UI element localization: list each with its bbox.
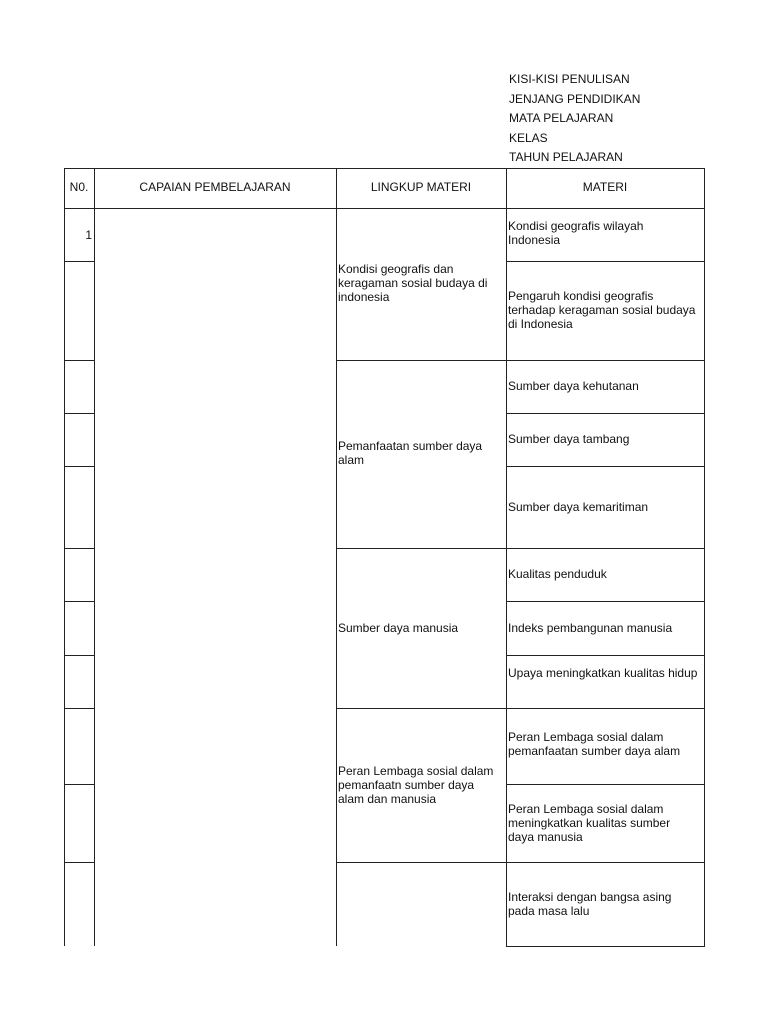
table-grid-line xyxy=(336,708,507,709)
table-grid-line xyxy=(336,862,507,863)
table-grid-line xyxy=(506,601,705,602)
table-grid-line xyxy=(704,168,705,946)
scope-cell-human-resources: Sumber daya manusia xyxy=(338,621,459,635)
table-grid-line xyxy=(506,261,705,262)
table-grid-line xyxy=(64,862,95,863)
table-grid-line xyxy=(506,946,705,947)
table-grid-line xyxy=(64,601,95,602)
table-grid-line xyxy=(64,261,95,262)
table-grid-line xyxy=(64,168,705,169)
scope-cell-social-institutions: Peran Lembaga sosial dalam pemanfaatn sumber daya alam dan manusia xyxy=(338,764,494,806)
table-grid-line xyxy=(64,708,95,709)
table-grid-line xyxy=(64,168,65,946)
table-grid-line xyxy=(64,413,95,414)
header-line-subject: MATA PELAJARAN xyxy=(509,111,614,125)
table-grid-line xyxy=(506,655,705,656)
document-header xyxy=(509,70,640,168)
table-grid-line xyxy=(336,168,337,946)
header-line-year: TAHUN PELAJARAN xyxy=(509,150,623,164)
column-header-lingkup: LINGKUP MATERI xyxy=(370,180,472,194)
table-grid-line xyxy=(64,466,95,467)
materi-cell: Kualitas penduduk xyxy=(508,567,607,581)
column-header-capaian: CAPAIAN PEMBELAJARAN xyxy=(139,180,291,194)
table-grid-line xyxy=(64,360,95,361)
materi-cell: Interaksi dengan bangsa asing pada masa lalu xyxy=(508,890,672,918)
materi-cell: Indeks pembangunan manusia xyxy=(508,621,673,635)
materi-cell: Kondisi geografis wilayah Indonesia xyxy=(508,219,644,247)
table-grid-line xyxy=(506,413,705,414)
table-grid-line xyxy=(506,168,507,946)
header-line-level: JENJANG PENDIDIKAN xyxy=(509,91,641,106)
materi-cell: Upaya meningkatkan kualitas hidup xyxy=(508,666,698,680)
header-line-title: KISI-KISI PENULISAN xyxy=(509,72,630,86)
materi-cell: Sumber daya kemaritiman xyxy=(508,500,649,514)
column-header-no: N0. xyxy=(69,180,89,194)
table-grid-line xyxy=(506,708,705,709)
table-grid-line xyxy=(506,466,705,467)
column-header-materi: MATERI xyxy=(582,180,628,194)
table-grid-line xyxy=(506,862,705,863)
table-grid-line xyxy=(506,360,705,361)
materi-cell: Peran Lembaga sosial dalam meningkatkan kualitas sumber daya manusia xyxy=(508,802,671,844)
table-grid-line xyxy=(506,548,705,549)
table-grid-line xyxy=(64,548,95,549)
row-number: 1 xyxy=(85,228,92,242)
table-grid-line xyxy=(64,655,95,656)
table-grid-line xyxy=(64,208,705,209)
table-grid-line xyxy=(94,168,95,946)
table-grid-line xyxy=(336,360,507,361)
scope-cell-natural-resources: Pemanfaatan sumber daya alam xyxy=(338,439,483,467)
materi-cell: Peran Lembaga sosial dalam pemanfaatan sumber daya alam xyxy=(508,730,681,758)
header-line-class: KELAS xyxy=(509,130,548,145)
materi-cell: Pengaruh kondisi geografis terhadap keragaman sosial budaya di Indonesia xyxy=(508,289,696,331)
materi-cell: Sumber daya kehutanan xyxy=(508,379,639,393)
scope-cell-geography: Kondisi geografis dan keragaman sosial budaya di indonesia xyxy=(338,262,488,304)
table-grid-line xyxy=(336,548,507,549)
table-grid-line xyxy=(64,784,95,785)
materi-cell: Sumber daya tambang xyxy=(508,432,630,446)
table-grid-line xyxy=(506,784,705,785)
